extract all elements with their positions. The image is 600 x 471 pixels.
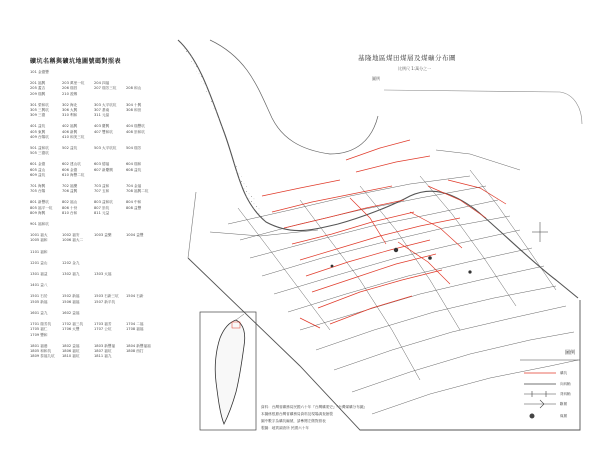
mine-entry: 308 和田 [126, 108, 142, 113]
mine-entry: 304 十興 [126, 102, 142, 107]
upper-coast [384, 90, 582, 124]
mine-entry: 1703 福芳 [94, 322, 112, 327]
mine-entry: 1601 益九 [30, 310, 48, 315]
mine-entry: 1301 福益 [30, 272, 48, 277]
mine-entry: 809 海興 [30, 210, 46, 215]
mine-entry: 1706 大豐 [62, 327, 80, 332]
mine-entry: 1505 新福 [30, 299, 48, 304]
mine-entry: 804 中和 [126, 200, 142, 205]
legend-item-label: 煤層 [560, 414, 567, 418]
legend-item-label: 背斜軸 [560, 392, 571, 396]
index-title: 礦坑名稱與礦坑地圖號碼對照表 [30, 58, 122, 65]
mine-entry: 301 榮和坑 [30, 102, 49, 107]
mine-entry: 309 三德 [30, 113, 46, 118]
mine-entry: 1506 福福 [62, 299, 80, 304]
mine-entry: 406 新興 [62, 129, 78, 134]
mine-entry: 1003 益樂 [94, 233, 112, 238]
mine-entry: 1202 金九 [62, 260, 80, 265]
mine-entry: 1708 福福 [126, 327, 144, 332]
mine-entry: 806 十份 [62, 205, 78, 210]
mine-entry: 305 三興坑 [30, 108, 49, 113]
mine-entry: 502 益坑 [62, 146, 78, 151]
mine-entry: 1507 新平坑 [94, 299, 116, 304]
mine-entry: 704 金福 [126, 184, 142, 189]
mine-entry: 1201 益山 [30, 260, 48, 265]
mine-entry: 404 瑞豐坑 [126, 124, 145, 129]
mine-entry: 401 益坑 [30, 124, 46, 129]
mine-entry: 901 福和坑 [30, 222, 49, 227]
mine-entry: 605 益山 [30, 167, 46, 172]
mine-entry: 203 萬里一坑 [62, 81, 85, 86]
mine-entry: 610 海豐二坑 [62, 172, 85, 177]
mine-entry: 1101 福和 [30, 249, 48, 254]
mine-entry: 802 福山 [62, 200, 78, 205]
mine-entry: 606 金德 [62, 167, 78, 172]
mine-entry: 101 金德豐 [30, 70, 49, 74]
mine-entry: 503 大平坑坑 [94, 146, 117, 151]
mine-entry: 409 台陽坑 [30, 134, 49, 139]
mine-entry: 1707 公坑 [94, 327, 112, 332]
mine-entry: 201 福興 [30, 81, 46, 86]
mine-entry: 1503 石新三坑 [94, 294, 119, 299]
mine-entry: 206 瑞昌 [62, 86, 78, 91]
mine-entry: 403 慶興 [94, 124, 110, 129]
mine-entry: 1602 益福 [62, 310, 80, 315]
legend-item-label: 斷層 [560, 402, 567, 406]
left-boundary [188, 192, 196, 258]
map-note: 本圖係根據台灣省礦務局資料及現場調查繪製 [261, 412, 333, 416]
mine-entry: 608 益坑 [126, 167, 142, 172]
map-note: 製圖：地質調查所 民國六十年 [261, 426, 309, 430]
mine-entry: 1501 石於 [30, 294, 48, 299]
taiwan-inset-outline [215, 320, 245, 424]
mine-entry: 603 德福 [94, 162, 110, 167]
mine-entry: 1810 福坑 [62, 354, 80, 359]
mine-entry: 706 益興 [62, 189, 78, 194]
mine-entry: 1701 瑞芳坑 [30, 322, 52, 327]
mine-entry: 210 浚鄉 [62, 91, 78, 96]
mine-entry: 1805 和和坑 [30, 348, 52, 353]
mine-entry: 811 元益 [94, 210, 110, 215]
mine-entry: 1807 福坑 [94, 348, 112, 353]
lower-boundary [188, 258, 580, 430]
mine-entry: 1709 豐和 [30, 332, 48, 337]
mine-entry: 609 益坑 [30, 172, 46, 177]
mine-entry: 1302 福九 [62, 272, 80, 277]
mine-entry: 1802 益福 [62, 343, 80, 348]
mine-entry: 1006 福大二 [62, 238, 84, 243]
mine-entry: 408 崇和坑 [126, 129, 145, 134]
mine-entry: 1004 益豐 [126, 233, 144, 238]
coal-seams [262, 140, 506, 328]
mine-entry: 501 益和坑 [30, 146, 49, 151]
mine-entry: 302 海北 [62, 102, 78, 107]
mine-entry: 807 崇坑 [94, 205, 110, 210]
mine-entry: 209 瑞興 [30, 91, 46, 96]
north-arrow [532, 222, 548, 242]
mine-entry: 311 元晶 [94, 113, 110, 118]
mine-entry: 1806 福坑 [62, 348, 80, 353]
mine-entry: 1502 新福 [62, 294, 80, 299]
mine-entry: 803 益和坑 [94, 200, 113, 205]
legend-item-label: 礦坑 [560, 371, 567, 375]
mine-entry: 407 雙和坑 [94, 129, 113, 134]
map-note: 資料：台灣省礦務局民國六十年『台灣礦業史』『台灣煤礦分布圖』 [261, 405, 368, 409]
mine-entry: 303 大平坑坑 [94, 102, 117, 107]
mine-entry: 1303 大福 [94, 272, 112, 277]
legend-item-label: 向斜軸 [560, 382, 571, 386]
mine-entry: 310 利和 [62, 113, 78, 118]
mine-entry: 1803 新豐福 [94, 343, 116, 348]
mine-entry: 410 和美三坑 [62, 134, 85, 139]
mine-entry: 601 金德 [30, 162, 46, 167]
mine-entry: 1705 福仁 [30, 327, 48, 332]
mine-entry: 808 益豐 [126, 205, 142, 210]
map-note: 圖中數字為礦坑編號，請參閱左側對照表 [261, 419, 326, 423]
mine-entry: 1809 泰福九坑 [30, 354, 55, 359]
mine-entry: 1801 福港 [30, 343, 48, 348]
mine-entry: 703 益和 [94, 184, 110, 189]
map-scale: 比例尺 1:萬分之一 [398, 66, 432, 71]
mine-entry: 805 福平一坑 [30, 205, 53, 210]
mine-entry: 1401 益八 [30, 283, 48, 288]
mine-entry: 402 福興 [62, 124, 78, 129]
mine-entry: 1808 西打 [126, 348, 144, 353]
mine-entry: 208 和山 [126, 86, 142, 91]
mine-entry: 607 新慶興 [94, 167, 113, 172]
mine-entry: 1702 福三坑 [62, 322, 84, 327]
legend-box [520, 360, 580, 418]
mine-entry: 708 福興二坑 [126, 189, 149, 194]
mine-entry: 504 瑞芳 [126, 146, 142, 151]
mine-entry: 810 台和 [62, 210, 78, 215]
mine-entry: 207 瑞芳三坑 [94, 86, 117, 91]
mine-entry: 801 新豐坑 [30, 200, 49, 205]
northern-cape [210, 40, 378, 154]
mine-entry: 505 三德坑 [30, 151, 49, 156]
mine-entry: 306 大興 [62, 108, 78, 113]
mine-entry: 707 五和 [94, 189, 110, 194]
mine-entry: 1002 福安 [62, 233, 80, 238]
mine-entry: 701 海興 [30, 184, 46, 189]
mine-entry: 1811 福九 [94, 354, 112, 359]
mine-entry: 1001 福大 [30, 233, 48, 238]
mine-entry: 1504 石新 [126, 294, 144, 299]
mine-entry: 604 瑞和 [126, 162, 142, 167]
mine-entry: 307 基南 [94, 108, 110, 113]
legend-title: 圖例 [565, 350, 576, 356]
map-title: 基隆地區煤田煤層及煤礦分布圖 [358, 54, 456, 62]
mine-entry: 1804 新豐福福 [126, 343, 151, 348]
mine-entry: 602 建山坑 [62, 162, 81, 167]
mine-entry: 405 東興 [30, 129, 46, 134]
mine-entry: 205 蓋吉 [30, 86, 46, 91]
mine-entry: 705 台陽 [30, 189, 46, 194]
mine-entry: 204 四福 [94, 81, 110, 86]
map-north-label: 圖例 [372, 76, 380, 81]
coastal-dotted-area [178, 40, 266, 222]
mine-entry: 1005 福和 [30, 238, 48, 243]
mine-entry: 1704 二福 [126, 322, 144, 327]
mine-entry: 702 福樂 [62, 184, 78, 189]
